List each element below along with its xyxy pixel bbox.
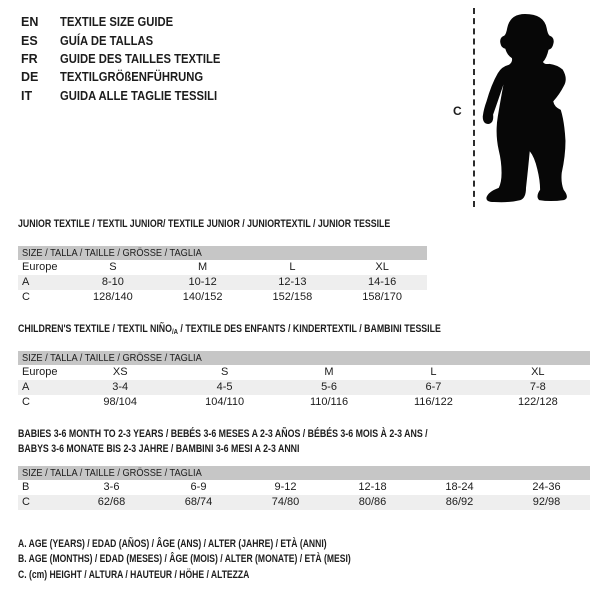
table-row xyxy=(18,290,427,305)
language-code: ES xyxy=(21,33,38,48)
table-cell: 18-24 xyxy=(445,481,474,493)
table-title-segment: BABYS 3-6 MONATE BIS 2-3 JAHRE / BAMBINI 3-6 MESI A 2-3 ANNI xyxy=(18,443,300,455)
table-cell: L xyxy=(430,366,437,378)
size-header-text: SIZE / TALLA / TAILLE / GRÖSSE / TAGLIA xyxy=(22,247,202,259)
language-code: FR xyxy=(21,51,38,66)
table-cell: 8-10 xyxy=(101,276,124,288)
table-title-text xyxy=(18,427,428,442)
size-header-bar xyxy=(18,466,590,480)
footnote-line xyxy=(18,537,445,552)
language-list xyxy=(21,13,238,105)
table-title-segment: / TEXTILE DES ENFANTS / KINDERTEXTIL / BAMBINI TESSILE xyxy=(177,323,441,335)
footnote-text: C. (cm) HEIGHT / ALTURA / HAUTEUR / HÖHE / ALTEZZA xyxy=(18,568,250,581)
footnotes xyxy=(18,537,445,583)
table-title-line xyxy=(18,427,590,442)
junior-textile-table xyxy=(18,217,427,305)
footnote-line xyxy=(18,568,445,583)
table-row xyxy=(18,495,590,510)
table-cell: 140/152 xyxy=(182,291,223,303)
table-cell: M xyxy=(324,366,334,378)
table-row xyxy=(18,395,590,410)
table-cell: 24-36 xyxy=(532,481,561,493)
language-code: IT xyxy=(21,88,33,103)
language-row xyxy=(21,13,238,31)
table-cell: 4-5 xyxy=(216,381,233,393)
table-cell: 158/170 xyxy=(362,291,402,303)
table-cell: 152/158 xyxy=(272,291,313,303)
language-code: EN xyxy=(21,15,39,30)
table-cell: 9-12 xyxy=(274,481,297,493)
language-row xyxy=(21,31,238,49)
row-label: C xyxy=(22,396,30,408)
footnote-line xyxy=(18,552,445,567)
language-title: TEXTILE SIZE GUIDE xyxy=(60,15,174,30)
table-cell: 122/128 xyxy=(517,396,558,408)
table-cell: XS xyxy=(112,366,128,378)
row-label: A xyxy=(22,276,30,288)
table-cell: 6-9 xyxy=(190,481,207,493)
table-cell: 104/110 xyxy=(205,396,245,408)
height-measure-dashed-line xyxy=(473,8,475,207)
table-cell: 86/92 xyxy=(445,496,474,508)
language-title: GUIDA ALLE TAGLIE TESSILI xyxy=(60,88,218,103)
table-title-line xyxy=(18,442,590,457)
table-title-text xyxy=(18,322,441,339)
table-cell: S xyxy=(109,261,117,273)
table-title-line xyxy=(18,217,427,232)
table-cell: 10-12 xyxy=(188,276,217,288)
table-title-text xyxy=(18,442,299,457)
table-title-text xyxy=(18,217,390,232)
row-label: C xyxy=(22,496,30,508)
table-cell: 6-7 xyxy=(425,381,442,393)
footnote-text: B. AGE (MONTHS) / EDAD (MESES) / ÂGE (MOIS) / ALTER (MONATE) / ETÀ (MESI) xyxy=(18,553,351,566)
table-cell: 62/68 xyxy=(97,496,126,508)
row-label: Europe xyxy=(22,261,58,273)
babies-textile-table xyxy=(18,427,590,510)
size-header-text: SIZE / TALLA / TAILLE / GRÖSSE / TAGLIA xyxy=(22,352,202,364)
language-title: TEXTILGRÖßENFÜHRUNG xyxy=(60,70,204,85)
table-cell: 110/116 xyxy=(309,396,349,408)
table-title xyxy=(18,427,590,457)
table-cell: 3-4 xyxy=(112,381,129,393)
table-cell: M xyxy=(198,261,208,273)
table-title xyxy=(18,322,590,337)
table-cell: 12-18 xyxy=(358,481,387,493)
table-cell: 5-6 xyxy=(321,381,337,393)
table-cell: 80/86 xyxy=(358,496,387,508)
table-cell: XL xyxy=(531,366,545,378)
language-code: DE xyxy=(21,70,39,85)
language-row xyxy=(21,87,238,105)
table-cell: 116/122 xyxy=(413,396,453,408)
table-cell: S xyxy=(220,366,229,378)
table-cell: 98/104 xyxy=(103,396,138,408)
table-title-segment: /A xyxy=(171,327,178,336)
table-cell: XL xyxy=(375,261,389,273)
size-header-bar xyxy=(18,246,427,260)
language-title: GUÍA DE TALLAS xyxy=(60,33,154,48)
row-label: C xyxy=(22,291,30,303)
language-row xyxy=(21,68,238,86)
table-row xyxy=(18,480,590,495)
table-row xyxy=(18,260,427,275)
table-title-line xyxy=(18,322,590,337)
toddler-silhouette-icon xyxy=(479,8,573,208)
table-row xyxy=(18,380,590,395)
size-header-text: SIZE / TALLA / TAILLE / GRÖSSE / TAGLIA xyxy=(22,467,202,479)
row-label: A xyxy=(22,381,30,393)
row-label: Europe xyxy=(22,366,58,378)
row-label: B xyxy=(22,481,30,493)
table-cell: 128/140 xyxy=(92,291,133,303)
size-header-bar xyxy=(18,351,590,365)
table-title-segment: JUNIOR TEXTILE / TEXTIL JUNIOR/ TEXTILE JUNIOR / JUNIORTEXTIL / JUNIOR TESSILE xyxy=(18,218,391,230)
table-title-segment: CHILDREN'S TEXTILE / TEXTIL NIÑO xyxy=(18,323,172,335)
table-cell: 14-16 xyxy=(368,276,397,288)
table-cell: L xyxy=(289,261,296,273)
footnote-text: A. AGE (YEARS) / EDAD (AÑOS) / ÂGE (ANS) / ALTER (JAHRE) / ETÀ (ANNI) xyxy=(18,538,327,550)
table-cell: 68/74 xyxy=(184,496,213,508)
height-measure-label: C xyxy=(453,104,462,118)
table-row xyxy=(18,365,590,380)
table-cell: 12-13 xyxy=(278,276,307,288)
table-title xyxy=(18,217,427,232)
table-title-segment: BABIES 3-6 MONTH TO 2-3 YEARS / BEBÉS 3-6 MESES A 2-3 AÑOS / BÉBÉS 3-6 MOIS À 2-3 ANS / xyxy=(18,428,428,440)
language-title: GUIDE DES TAILLES TEXTILE xyxy=(60,51,221,66)
table-cell: 7-8 xyxy=(529,381,546,393)
table-row xyxy=(18,275,427,290)
table-cell: 3-6 xyxy=(103,481,120,493)
table-cell: 92/98 xyxy=(532,496,561,508)
language-row xyxy=(21,50,238,68)
table-cell: 74/80 xyxy=(271,496,300,508)
childrens-textile-table xyxy=(18,322,590,410)
